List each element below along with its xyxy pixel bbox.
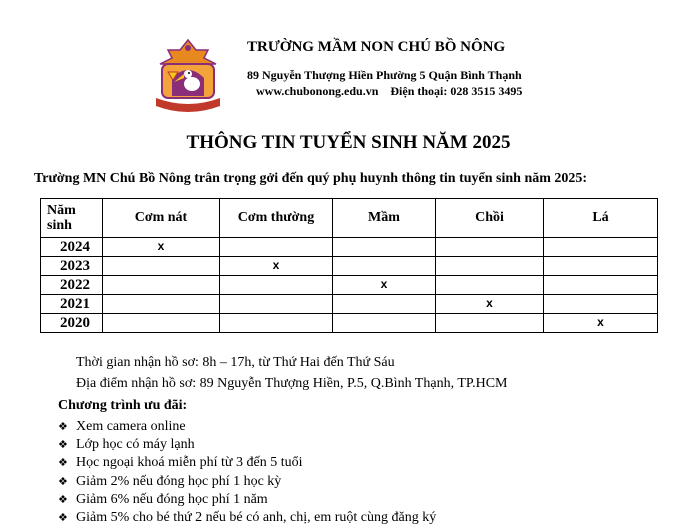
diamond-bullet-icon: ❖ bbox=[58, 438, 68, 452]
table-row bbox=[41, 257, 658, 276]
table-cell bbox=[436, 276, 544, 295]
selected-mark: x bbox=[157, 239, 165, 253]
diamond-bullet-icon: ❖ bbox=[58, 492, 68, 506]
table-cell bbox=[436, 314, 544, 333]
application-place: Địa điểm nhận hồ sơ: 89 Nguyễn Thượng Hiền, P.5, Q.Bình Thạnh, TP.HCM bbox=[76, 376, 508, 391]
document-title: THÔNG TIN TUYỂN SINH NĂM 2025 bbox=[186, 132, 511, 153]
intro-text: Trường MN Chú Bồ Nông trân trọng gởi đến quý phụ huynh thông tin tuyển sinh năm 2025: bbox=[34, 171, 588, 186]
table-cell bbox=[103, 295, 220, 314]
school-name: TRƯỜNG MẦM NON CHÚ BỒ NÔNG bbox=[247, 39, 506, 55]
year-cell: 2022 bbox=[41, 276, 103, 295]
program-item-label: Học ngoại khoá miễn phí từ 3 đến 5 tuổi bbox=[76, 455, 303, 471]
table-header-row bbox=[41, 199, 658, 238]
table-row bbox=[41, 276, 658, 295]
diamond-bullet-icon: ❖ bbox=[58, 420, 68, 433]
table-cell bbox=[220, 276, 333, 295]
enrollment-table bbox=[40, 198, 658, 333]
programs-list bbox=[58, 418, 436, 527]
table-cell bbox=[544, 257, 658, 276]
program-item bbox=[58, 454, 436, 472]
table-cell bbox=[436, 257, 544, 276]
year-column-header: Năm sinh bbox=[41, 199, 103, 238]
table-cell bbox=[544, 295, 658, 314]
table-cell bbox=[544, 276, 658, 295]
table-cell bbox=[220, 314, 333, 333]
programs-title: Chương trình ưu đãi: bbox=[58, 398, 188, 413]
diamond-bullet-icon: ❖ bbox=[58, 510, 68, 524]
selected-mark: x bbox=[272, 258, 280, 272]
school-contact bbox=[256, 84, 522, 99]
application-time: Thời gian nhận hồ sơ: 8h – 17h, từ Thứ Hai đến Thứ Sáu bbox=[76, 355, 395, 370]
program-item-label: Lớp học có máy lạnh bbox=[76, 437, 195, 453]
table-cell bbox=[544, 314, 658, 333]
column-header-com-nat: Cơm nát bbox=[103, 199, 220, 238]
school-address: 89 Nguyễn Thượng Hiền Phường 5 Quận Bình Thạnh bbox=[247, 68, 522, 82]
table-row bbox=[41, 314, 658, 333]
table-cell bbox=[333, 238, 436, 257]
program-item bbox=[58, 436, 436, 454]
table-cell bbox=[103, 276, 220, 295]
table-cell bbox=[436, 295, 544, 314]
program-item-label: Xem camera online bbox=[76, 419, 186, 434]
program-item-label: Giảm 6% nếu đóng học phí 1 năm bbox=[76, 491, 268, 507]
school-logo bbox=[150, 38, 226, 114]
table-cell bbox=[103, 238, 220, 257]
table-cell bbox=[220, 238, 333, 257]
column-header-com-thuong: Cơm thường bbox=[220, 199, 333, 238]
program-item bbox=[58, 491, 436, 509]
table-row bbox=[41, 295, 658, 314]
year-cell: 2021 bbox=[41, 295, 103, 314]
program-item bbox=[58, 418, 436, 436]
selected-mark: x bbox=[597, 315, 604, 329]
year-cell: 2023 bbox=[41, 257, 103, 276]
table-cell bbox=[333, 295, 436, 314]
table-cell bbox=[220, 257, 333, 276]
table-cell bbox=[333, 276, 436, 295]
table-cell bbox=[436, 238, 544, 257]
program-item bbox=[58, 473, 436, 491]
school-phone: Điện thoại: 028 3515 3495 bbox=[390, 84, 523, 98]
diamond-bullet-icon: ❖ bbox=[58, 474, 68, 488]
selected-mark: x bbox=[486, 296, 493, 310]
column-header-mam: Mầm bbox=[333, 199, 436, 238]
selected-mark: x bbox=[380, 277, 388, 291]
table-cell bbox=[220, 295, 333, 314]
school-website: www.chubonong.edu.vn bbox=[256, 84, 379, 98]
table-cell bbox=[333, 257, 436, 276]
table-cell bbox=[544, 238, 658, 257]
diamond-bullet-icon: ❖ bbox=[58, 456, 68, 470]
table-cell bbox=[103, 257, 220, 276]
year-cell: 2020 bbox=[41, 314, 103, 333]
program-item-label: Giảm 5% cho bé thứ 2 nếu bé có anh, chị, em ruột cùng đăng ký bbox=[76, 509, 437, 525]
table-cell bbox=[103, 314, 220, 333]
program-item-label: Giảm 2% nếu đóng học phí 1 học kỳ bbox=[76, 473, 282, 489]
year-cell: 2024 bbox=[41, 238, 103, 257]
column-header-la: Lá bbox=[544, 199, 658, 238]
program-item bbox=[58, 509, 436, 527]
column-header-choi: Chồi bbox=[436, 199, 544, 238]
table-cell bbox=[333, 314, 436, 333]
table-row bbox=[41, 238, 658, 257]
